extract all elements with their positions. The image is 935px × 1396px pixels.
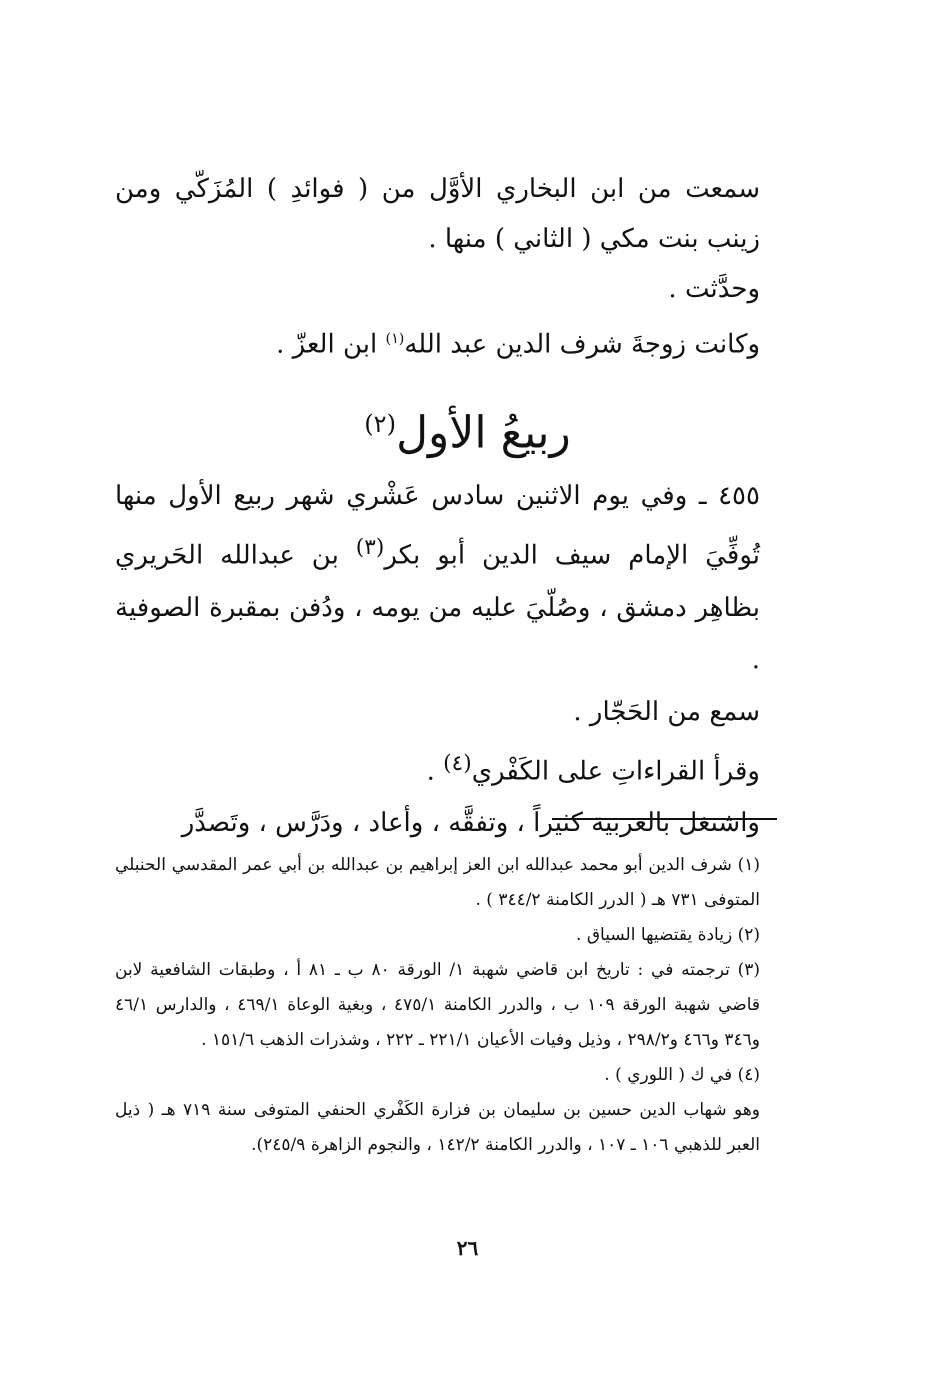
footnotes xyxy=(115,848,805,1163)
entry-text-end: بن عبدالله الحَريري بظاهِر دمشق ، وصُلّيَ عليه من يومه ، ودُفن بمقبرة الصوفية . xyxy=(115,540,760,675)
main-text xyxy=(115,164,805,370)
page-number: ٢٦ xyxy=(456,1236,479,1260)
paragraph-heard-from: سمعت من ابن البخاري الأوَّل من ( فوائدِ ) المُزَكّي ومن زينب بنت مكي ( الثاني ) منها . xyxy=(115,174,760,254)
section-heading-text: ربيعُ الأول xyxy=(396,407,571,459)
entry-455 xyxy=(115,470,805,849)
wife-text-end: ابن العزّ . xyxy=(276,329,386,360)
entry-text: ٤٥٥ ـ وفي يوم الاثنين سادس عَشْري شهر ربيع الأول منها تُوفِّيَ الإمام سيف الدين أبو بكر xyxy=(115,481,760,571)
paragraph-wife xyxy=(115,314,805,370)
entry-read xyxy=(115,738,805,798)
footnote-ref-3: (٣) xyxy=(355,535,385,560)
entry-read-text: وقرأ القراءاتِ على الكَفْري xyxy=(471,756,760,787)
entry-read-end: . xyxy=(426,756,444,787)
footnote-ref-4: (٤) xyxy=(443,750,472,776)
footnote-3: (٣) ترجمته في : تاريخ ابن قاضي شهبة ١/ الورقة ٨٠ ب ـ ٨١ أ ، وطبقات الشافعية لابن قاضي شهبة الورقة ١٠٩ ب ، والدرر الكامنة ٤٧٥/١ ، وبغية الوعاة ٤٦٩/١ ، والدارس ٤٦/١ و٣٤٦ و٤٦٦ و٢٩٨/٢ ، وذيل وفيات الأعيان ٢٢١/١ ـ ٢٢٢ ، وشذرات الذهب ١٥١/٦ . xyxy=(115,960,760,1050)
section-heading xyxy=(0,394,935,464)
wife-text: وكانت زوجةَ شرف الدين عبد الله xyxy=(404,329,760,360)
footnote-2: (٢) زيادة يقتضيها السياق . xyxy=(576,925,760,945)
footnote-ref-2: (٢) xyxy=(364,410,397,438)
footnote-4-continued: وهو شهاب الدين حسين بن سليمان بن فزارة الكَفْري الحنفي المتوفى سنة ٧١٩ هـ ( ذيل العبر للذهبي ١٠٦ ـ ١٠٧ ، والدرر الكامنة ١٤٢/٢ ، والنجوم الزاهرة ٢٤٥/٩). xyxy=(115,1100,761,1155)
entry-paragraph xyxy=(115,470,805,686)
entry-busy: واشتغل بالعربية كثيراً ، وتفقَّه ، وأعاد ، ودَرَّس ، وتَصدَّر xyxy=(181,808,760,839)
footnote-1: (١) شرف الدين أبو محمد عبدالله ابن العز إبراهيم بن عبدالله بن أبي عمر المقدسي الحنبلي المتوفى ٧٣١ هـ ( الدرر الكامنة ٣٤٤/٢ ) . xyxy=(115,855,760,910)
paragraph-narrated: وحدَّثت . xyxy=(668,274,760,304)
entry-heard: سمع من الحَجّار . xyxy=(573,696,760,727)
footnote-4: (٤) في ك ( اللوري ) . xyxy=(604,1065,760,1085)
footnote-ref-1: (١) xyxy=(385,331,405,347)
footnote-separator xyxy=(552,818,777,820)
